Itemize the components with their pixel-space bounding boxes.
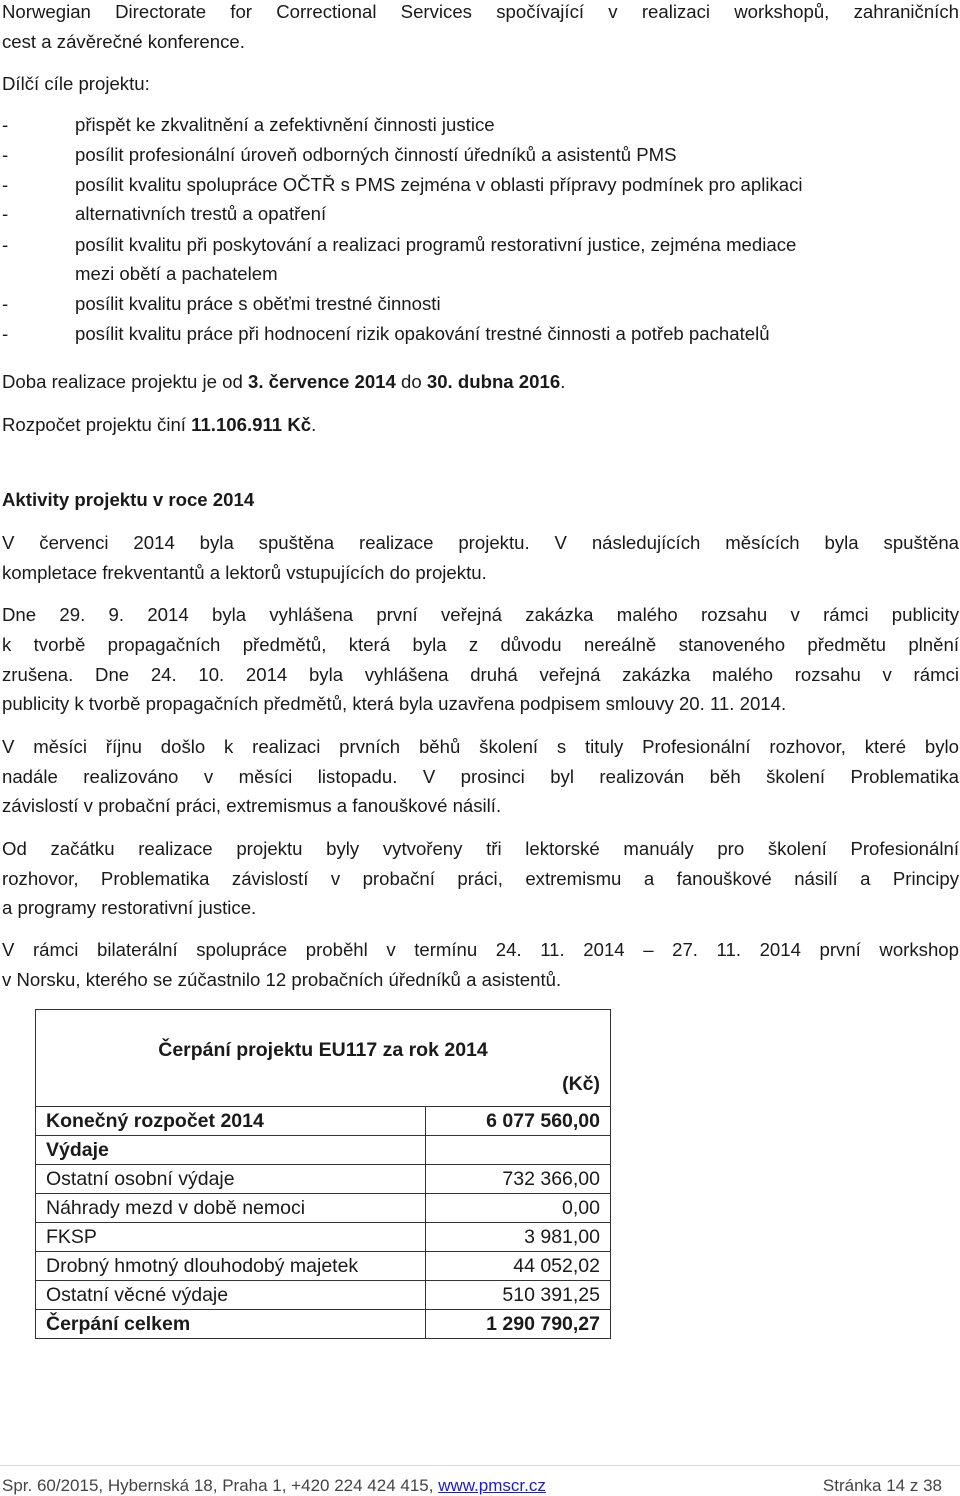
table-row xyxy=(36,1136,611,1165)
page-footer xyxy=(2,1476,942,1496)
goal-item: - posílit kvalitu práce při hodnocení rizik opakování trestné činnosti a potřeb pachatelů xyxy=(2,323,770,344)
table-body xyxy=(36,1107,611,1339)
paragraph-line: k tvorbě propagačních předmětů, která byla z důvodu nereálně stanoveného předmětu plnění xyxy=(2,634,959,655)
table-row xyxy=(36,1194,611,1223)
intro-line-1: Norwegian Directorate for Correctional Services spočívající v realizaci workshopů, zahraničních xyxy=(2,1,959,22)
table-row xyxy=(36,1107,611,1136)
paragraph-line: a programy restorativní justice. xyxy=(2,897,257,918)
expenditure-table xyxy=(35,1009,611,1339)
goal-item: - posílit profesionální úroveň odborných činností úředníků a asistentů PMS xyxy=(2,144,677,165)
row-value: 510 391,25 xyxy=(426,1281,611,1310)
paragraph-line: závislostí v probační práci, extremismus a fanouškové násilí. xyxy=(2,795,502,816)
row-label: Výdaje xyxy=(36,1136,426,1165)
row-value: 732 366,00 xyxy=(426,1165,611,1194)
table-row xyxy=(36,1252,611,1281)
goal-item: - posílit kvalitu spolupráce OČTŘ s PMS zejména v oblasti přípravy podmínek pro aplikaci xyxy=(2,174,803,195)
row-label: FKSP xyxy=(36,1223,426,1252)
row-value: 3 981,00 xyxy=(426,1223,611,1252)
row-value: 6 077 560,00 xyxy=(426,1107,611,1136)
row-value: 44 052,02 xyxy=(426,1252,611,1281)
row-value: 0,00 xyxy=(426,1194,611,1223)
paragraph-line: kompletace frekventantů a lektorů vstupujících do projektu. xyxy=(2,562,487,583)
paragraph-line: V rámci bilaterální spolupráce proběhl v termínu 24. 11. 2014 – 27. 11. 2014 první workshop xyxy=(2,939,959,960)
paragraph-line: zrušena. Dne 24. 10. 2014 byla vyhlášena druhá veřejná zakázka malého rozsahu v rámci xyxy=(2,664,959,685)
paragraph-line: rozhovor, Problematika závislostí v probační práci, extremismu a fanouškové násilí a Principy xyxy=(2,868,959,889)
goal-item: - posílit kvalitu práce s oběťmi trestné činnosti xyxy=(2,293,441,314)
goal-item: - alternativních trestů a opatření xyxy=(2,203,327,224)
paragraph-line: Dne 29. 9. 2014 byla vyhlášena první veřejná zakázka malého rozsahu v rámci publicity xyxy=(2,604,959,625)
footer-website-link[interactable]: www.pmscr.cz xyxy=(438,1476,546,1495)
goal-item: - posílit kvalitu při poskytování a realizaci programů restorativní justice, zejména mediace xyxy=(2,234,797,255)
project-budget: Rozpočet projektu činí 11.106.911 Kč. xyxy=(2,414,317,435)
project-duration: Doba realizace projektu je od 3. července 2014 do 30. dubna 2016. xyxy=(2,371,566,392)
paragraph-line: nadále realizováno v měsíci listopadu. V prosinci byl realizován běh školení Problematika xyxy=(2,766,959,787)
footer-divider xyxy=(0,1465,960,1466)
paragraph-line: Od začátku realizace projektu byly vytvořeny tři lektorské manuály pro školení Profesionální xyxy=(2,838,959,859)
row-value xyxy=(426,1136,611,1165)
row-label: Ostatní osobní výdaje xyxy=(36,1165,426,1194)
intro-line-2: cest a závěrečné konference. xyxy=(2,31,245,52)
page-number: Stránka 14 z 38 xyxy=(822,1476,942,1495)
table-title: Čerpání projektu EU117 za rok 2014 xyxy=(158,1039,488,1061)
table-row xyxy=(36,1310,611,1339)
activities-heading: Aktivity projektu v roce 2014 xyxy=(2,489,255,510)
row-label: Náhrady mezd v době nemoci xyxy=(36,1194,426,1223)
table-unit: (Kč) xyxy=(562,1073,600,1095)
row-label: Čerpání celkem xyxy=(36,1310,426,1339)
row-value: 1 290 790,27 xyxy=(426,1310,611,1339)
paragraph-line: V měsíci říjnu došlo k realizaci prvních běhů školení s tituly Profesionální rozhovor, které bylo xyxy=(2,736,959,757)
paragraph-line: V červenci 2014 byla spuštěna realizace projektu. V následujících měsících byla spuštěna xyxy=(2,532,959,553)
paragraph-line: v Norsku, kterého se zúčastnilo 12 probačních úředníků a asistentů. xyxy=(2,969,562,990)
goal-item: - přispět ke zkvalitnění a zefektivnění činnosti justice xyxy=(2,114,495,135)
table-row xyxy=(36,1223,611,1252)
paragraph-line: publicity k tvorbě propagačních předmětů, která byla uzavřena podpisem smlouvy 20. 11. 2014. xyxy=(2,693,787,714)
table-row xyxy=(36,1165,611,1194)
row-label: Konečný rozpočet 2014 xyxy=(36,1107,426,1136)
table-row xyxy=(36,1281,611,1310)
row-label: Drobný hmotný dlouhodobý majetek xyxy=(36,1252,426,1281)
goal-item-continuation: mezi obětí a pachatelem xyxy=(75,263,278,284)
row-label: Ostatní věcné výdaje xyxy=(36,1281,426,1310)
footer-address: Spr. 60/2015, Hybernská 18, Praha 1, +420 224 424 415, xyxy=(2,1476,439,1495)
table-title-row xyxy=(36,1010,611,1107)
goals-heading: Dílčí cíle projektu: xyxy=(2,73,150,94)
